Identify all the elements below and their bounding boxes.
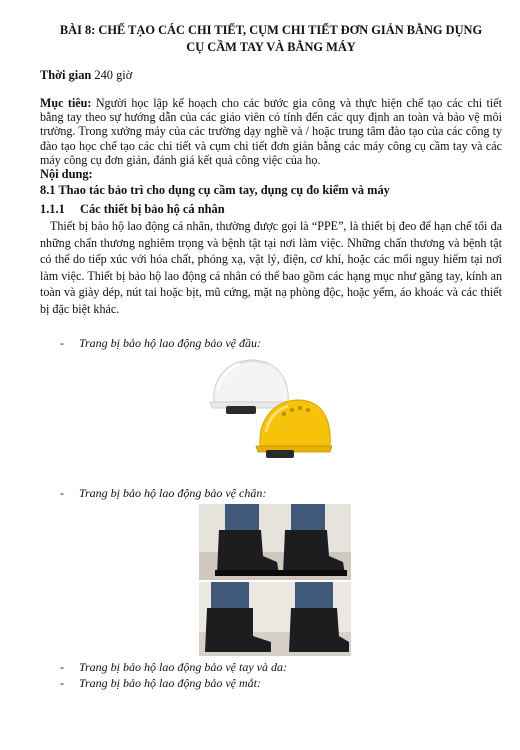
ppe-paragraph: [40, 218, 502, 318]
objective-label: Mục tiêu:: [40, 96, 92, 110]
yellow-helmet-icon: [256, 400, 332, 458]
lesson-title-line-2: CỤ CẦM TAY VÀ BẰNG MÁY: [186, 40, 356, 54]
subsection-title: Các thiết bị bảo hộ cá nhân: [80, 202, 225, 217]
bullet-text: Trang bị bảo hộ lao động bảo vệ mắt:: [79, 676, 261, 690]
duration-value: 240 giờ: [91, 68, 133, 82]
lesson-title-line-1: BÀI 8: CHẾ TẠO CÁC CHI TIẾT, CỤM CHI TIẾT ĐƠN GIẢN BẰNG DỤNG: [59, 23, 483, 37]
objective-paragraph: [40, 96, 502, 167]
section-heading: 8.1 Thao tác bảo trì cho dụng cụ cầm tay, dụng cụ đo kiểm và máy: [40, 183, 390, 198]
document-page: [40, 22, 502, 318]
objective-text: Người học lập kế hoạch cho các bước gia công và thực hiện chế tạo các chi tiết bằng tay theo sự hướng dẫn của các giáo viên có tính đến các quy định an toàn và bảo vệ môi trường. Trong xưởng máy của các trường dạy nghề và / hoặc trung tâm đào tạo của các công ty đào tạo học chế tạo các chi tiết và cụm chi tiết đơn giản bằng các máy công cụ cầm tay và các máy công cụ đơn giản, đánh giá kết quả công việc của họ.: [40, 96, 502, 167]
safety-boots-image: [199, 504, 351, 656]
ppe-paragraph-text: Thiết bị bảo hộ lao động cá nhân, thường được gọi là “PPE”, là thiết bị đeo để hạn chế tối đa những chấn thương nghiêm trọng và bệnh tật tại nơi làm việc. Những chấn thương và bệnh tật có thể do tiếp xúc với hóa chất, phóng xạ, vật lý, điện, cơ khí, hoặc các mối nguy hiểm tại nơi làm việc. Thiết bị bảo hộ lao động cá nhân có thể bao gồm các hạng mục như găng tay, kính an toàn và giày dép, nút tai hoặc bịt, mũ cứng, mặt nạ phòng độc, hoặc yếm, áo khoác và các thiết bị đặc biệt khác.: [40, 219, 502, 316]
subsection-number: 1.1.1: [40, 202, 65, 217]
duration-line: [40, 68, 502, 83]
bullet-dash: -: [60, 676, 64, 690]
hard-hats-image: [206, 356, 332, 464]
bullet-text: Trang bị bảo hộ lao động bảo vệ chân:: [79, 486, 267, 500]
bullet-text: Trang bị bảo hộ lao động bảo vệ đầu:: [79, 336, 261, 350]
duration-label: Thời gian: [40, 68, 92, 82]
bullet-dash: -: [60, 660, 64, 674]
bullet-dash: -: [60, 336, 64, 350]
bullet-text: Trang bị bảo hộ lao động bảo vệ tay và da:: [79, 660, 287, 674]
subsection-heading: [40, 201, 502, 218]
content-heading: Nội dung:: [40, 167, 93, 182]
bullet-dash: -: [60, 486, 64, 500]
hard-hats-illustration: [206, 356, 332, 464]
safety-boots-illustration: [199, 504, 351, 656]
